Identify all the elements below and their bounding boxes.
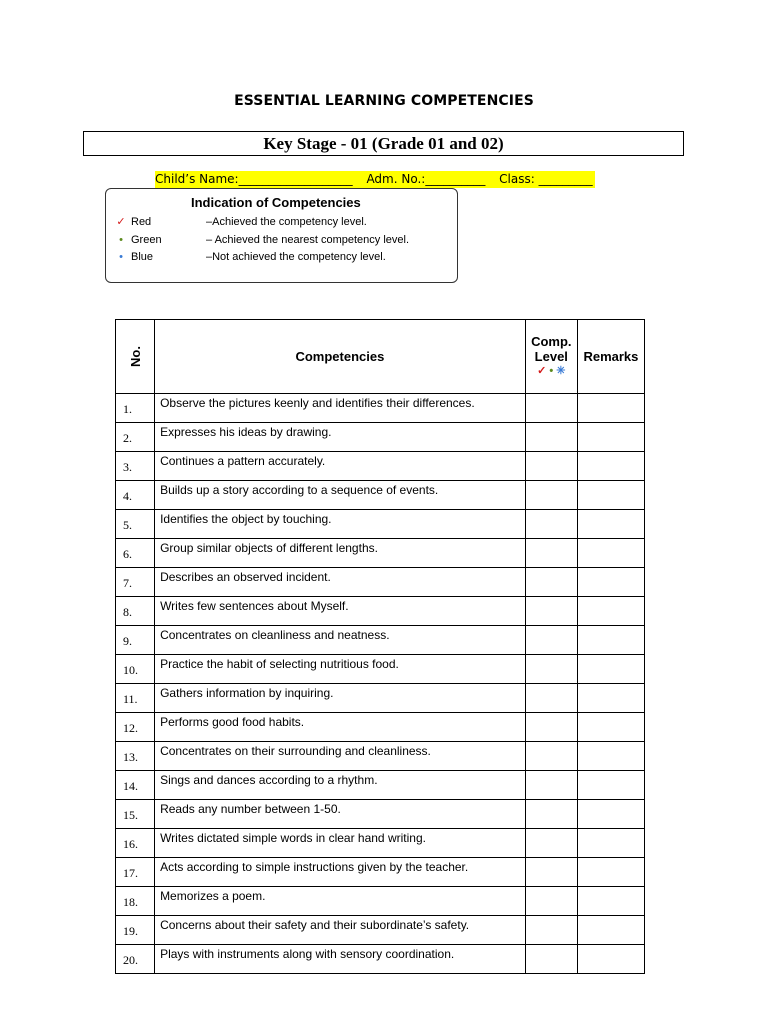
legend-item-name: Blue <box>131 251 154 263</box>
competencies-table <box>115 319 645 974</box>
row-number: 14. <box>116 771 155 800</box>
table-row <box>116 626 645 655</box>
row-number: 8. <box>116 597 155 626</box>
row-number: 5. <box>116 510 155 539</box>
legend-title: Indication of Competencies <box>191 195 361 210</box>
remarks-cell[interactable] <box>577 452 644 481</box>
row-number: 10. <box>116 655 155 684</box>
competency-text: Continues a pattern accurately. <box>155 452 526 481</box>
row-number: 13. <box>116 742 155 771</box>
remarks-cell[interactable] <box>577 771 644 800</box>
row-number: 20. <box>116 945 155 974</box>
competency-text: Sings and dances according to a rhythm. <box>155 771 526 800</box>
comp-level-cell[interactable] <box>525 829 577 858</box>
comp-level-cell[interactable] <box>525 423 577 452</box>
competency-text: Plays with instruments along with sensory coordination. <box>155 945 526 974</box>
competency-text: Practice the habit of selecting nutritious food. <box>155 655 526 684</box>
check-icon: ✓ <box>537 365 547 377</box>
competency-text: Identifies the object by touching. <box>155 510 526 539</box>
row-number: 6. <box>116 539 155 568</box>
table-row <box>116 510 645 539</box>
comp-level-cell[interactable] <box>525 481 577 510</box>
row-number: 3. <box>116 452 155 481</box>
table-row <box>116 800 645 829</box>
star-icon: ✳ <box>556 365 566 377</box>
legend-item-desc: –Not achieved the competency level. <box>206 251 386 263</box>
table-row <box>116 771 645 800</box>
legend-item-desc: –Achieved the competency level. <box>206 216 367 228</box>
header-remarks: Remarks <box>577 320 644 394</box>
table-row <box>116 742 645 771</box>
dot-icon: • <box>549 365 554 377</box>
adm-no-field[interactable]: Adm. No.:__________ <box>366 172 486 186</box>
comp-level-cell[interactable] <box>525 887 577 916</box>
table-row <box>116 423 645 452</box>
dot-icon: • <box>119 251 123 263</box>
competency-text: Memorizes a poem. <box>155 887 526 916</box>
remarks-cell[interactable] <box>577 945 644 974</box>
table-header-row <box>116 320 645 394</box>
row-number: 4. <box>116 481 155 510</box>
remarks-cell[interactable] <box>577 887 644 916</box>
comp-level-cell[interactable] <box>525 945 577 974</box>
table-row <box>116 655 645 684</box>
row-number: 15. <box>116 800 155 829</box>
row-number: 12. <box>116 713 155 742</box>
student-info-line <box>155 171 595 188</box>
row-number: 19. <box>116 916 155 945</box>
remarks-cell[interactable] <box>577 394 644 423</box>
comp-level-cell[interactable] <box>525 568 577 597</box>
competency-text: Concentrates on their surrounding and cleanliness. <box>155 742 526 771</box>
remarks-cell[interactable] <box>577 858 644 887</box>
remarks-cell[interactable] <box>577 916 644 945</box>
header-competencies: Competencies <box>155 320 526 394</box>
competency-text: Concentrates on cleanliness and neatness. <box>155 626 526 655</box>
dot-icon: • <box>119 234 123 246</box>
remarks-cell[interactable] <box>577 684 644 713</box>
remarks-cell[interactable] <box>577 597 644 626</box>
comp-level-cell[interactable] <box>525 539 577 568</box>
comp-level-cell[interactable] <box>525 510 577 539</box>
table-row <box>116 481 645 510</box>
row-number: 2. <box>116 423 155 452</box>
comp-level-cell[interactable] <box>525 916 577 945</box>
table-row <box>116 597 645 626</box>
legend-item-blue <box>114 250 386 264</box>
page-title: ESSENTIAL LEARNING COMPETENCIES <box>234 93 534 109</box>
comp-level-cell[interactable] <box>525 655 577 684</box>
child-name-field[interactable]: Child’s Name:___________________ <box>155 172 353 186</box>
table-row <box>116 539 645 568</box>
comp-level-cell[interactable] <box>525 742 577 771</box>
comp-level-cell[interactable] <box>525 858 577 887</box>
check-icon: ✓ <box>116 216 126 228</box>
competency-text: Performs good food habits. <box>155 713 526 742</box>
comp-level-cell[interactable] <box>525 452 577 481</box>
competency-text: Writes dictated simple words in clear hand writing. <box>155 829 526 858</box>
table-row <box>116 887 645 916</box>
comp-level-cell[interactable] <box>525 800 577 829</box>
competency-text: Gathers information by inquiring. <box>155 684 526 713</box>
competency-text: Reads any number between 1-50. <box>155 800 526 829</box>
remarks-cell[interactable] <box>577 829 644 858</box>
table-row <box>116 945 645 974</box>
competency-text: Writes few sentences about Myself. <box>155 597 526 626</box>
comp-level-cell[interactable] <box>525 597 577 626</box>
comp-level-cell[interactable] <box>525 713 577 742</box>
header-no: No. <box>116 320 155 394</box>
table-row <box>116 916 645 945</box>
legend-box <box>105 188 458 283</box>
header-comp-level: Comp. Level ✓ • ✳ <box>525 320 577 394</box>
remarks-cell[interactable] <box>577 481 644 510</box>
competency-text: Expresses his ideas by drawing. <box>155 423 526 452</box>
remarks-cell[interactable] <box>577 510 644 539</box>
row-number: 7. <box>116 568 155 597</box>
row-number: 11. <box>116 684 155 713</box>
class-field[interactable]: Class: _________ <box>499 172 593 186</box>
table-row <box>116 829 645 858</box>
row-number: 9. <box>116 626 155 655</box>
row-number: 16. <box>116 829 155 858</box>
legend-item-desc: – Achieved the nearest competency level. <box>206 234 410 246</box>
comp-level-cell[interactable] <box>525 684 577 713</box>
table-row <box>116 713 645 742</box>
competency-text: Concerns about their safety and their subordinate’s safety. <box>155 916 526 945</box>
key-stage-banner: Key Stage - 01 (Grade 01 and 02) <box>83 131 684 156</box>
comp-level-cell[interactable] <box>525 771 577 800</box>
comp-level-cell[interactable] <box>525 626 577 655</box>
comp-level-cell[interactable] <box>525 394 577 423</box>
table-row <box>116 394 645 423</box>
table-row <box>116 684 645 713</box>
level-icons <box>526 364 577 379</box>
remarks-cell[interactable] <box>577 742 644 771</box>
competency-text: Group similar objects of different lengths. <box>155 539 526 568</box>
competency-text: Acts according to simple instructions given by the teacher. <box>155 858 526 887</box>
table-row <box>116 568 645 597</box>
remarks-cell[interactable] <box>577 568 644 597</box>
row-number: 18. <box>116 887 155 916</box>
competency-text: Describes an observed incident. <box>155 568 526 597</box>
table-row <box>116 452 645 481</box>
remarks-cell[interactable] <box>577 713 644 742</box>
legend-item-red <box>114 215 367 229</box>
remarks-cell[interactable] <box>577 800 644 829</box>
remarks-cell[interactable] <box>577 626 644 655</box>
remarks-cell[interactable] <box>577 655 644 684</box>
row-number: 1. <box>116 394 155 423</box>
row-number: 17. <box>116 858 155 887</box>
legend-item-green <box>114 233 410 247</box>
legend-item-name: Green <box>131 234 162 246</box>
competency-text: Observe the pictures keenly and identifies their differences. <box>155 394 526 423</box>
remarks-cell[interactable] <box>577 423 644 452</box>
remarks-cell[interactable] <box>577 539 644 568</box>
table-row <box>116 858 645 887</box>
legend-item-name: Red <box>131 216 152 228</box>
competency-text: Builds up a story according to a sequence of events. <box>155 481 526 510</box>
